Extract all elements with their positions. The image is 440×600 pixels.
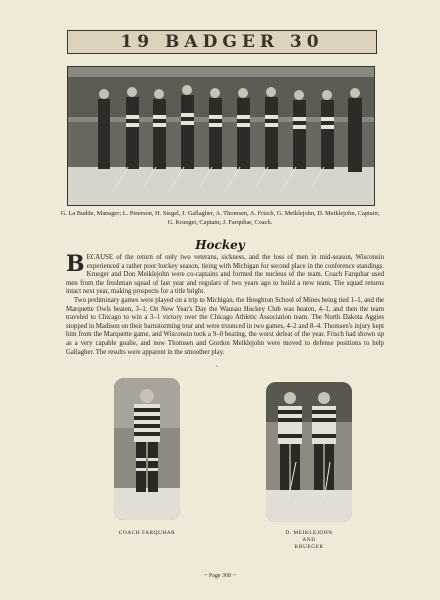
- team-photo-caption: G. La Budde, Manager; L. Peterson, H. Siegel, J. Gallagher, A. Thomsen, A. Frisch, G. Meiklejohn, D. Meiklejohn, Captain; G. Krueger, Captain; J. Farquhar, Coach.: [60, 210, 380, 226]
- caption-line: KRUEGER: [294, 544, 324, 550]
- paragraph-2: Two preliminary games were played on a trip to Michigan, the Houghton School of Mines being tied 1–1, and the Marquette Owls beaten, 3–1. On New Year's Day the Wausau Hockey Club was beaten, 4–1, and then the team traveled to Chicago to win a 3–1 victory over the Chicago Athletic Association team. The North Dakota Aggies stopped in Madison on their barnstorming tour and were trounced in two games, 4–2 and 8–4. Thomsen's injury kept him from the Marquette game, and Wisconsin took a 9–0 beating, the worst defeat of the year. Frisch had shown up as a very capable goalie, and now Thomsen and Gordon Meiklejohn were moved to defense positions to help Gallagher. The results were apparent in the smoother play.: [66, 296, 384, 356]
- caption-line: D. MEIKLEJOHN: [285, 530, 333, 536]
- paragraph-1: [66, 251, 384, 297]
- header-title: 19 BADGER 30: [120, 32, 324, 52]
- yearbook-header: [67, 30, 377, 54]
- article-body: [66, 251, 384, 357]
- divider-mark: •: [216, 365, 218, 370]
- captains-photo-image: [266, 382, 352, 522]
- paragraph-1-text: ECAUSE of the return of only two veterans, sickness, and the loss of men in mid-season, Wisconsin experienced a rather poor hockey season, tieing with Michigan for second place in the conference standings. Krueger and Don Meiklejohn were co-captains and formed the nucleus of the team. Coach Farquhar used men from the freshman squad of last year and regulars of two years ago to build a new team. The squad returns intact next year, making prospects for a title bright.: [66, 254, 384, 296]
- caption-line: AND: [302, 537, 316, 543]
- captains-photo-caption: [262, 530, 356, 551]
- coach-photo: [114, 378, 180, 520]
- coach-photo-caption: COACH FARQUHAR: [118, 530, 176, 536]
- team-photo-image: [68, 67, 374, 205]
- captains-photo: [266, 382, 352, 522]
- coach-photo-image: [114, 378, 180, 520]
- drop-cap: B: [66, 251, 85, 277]
- section-title: Hockey: [195, 238, 245, 252]
- team-photo: [67, 66, 375, 206]
- page-number: ~ Page 368 ~: [204, 573, 236, 579]
